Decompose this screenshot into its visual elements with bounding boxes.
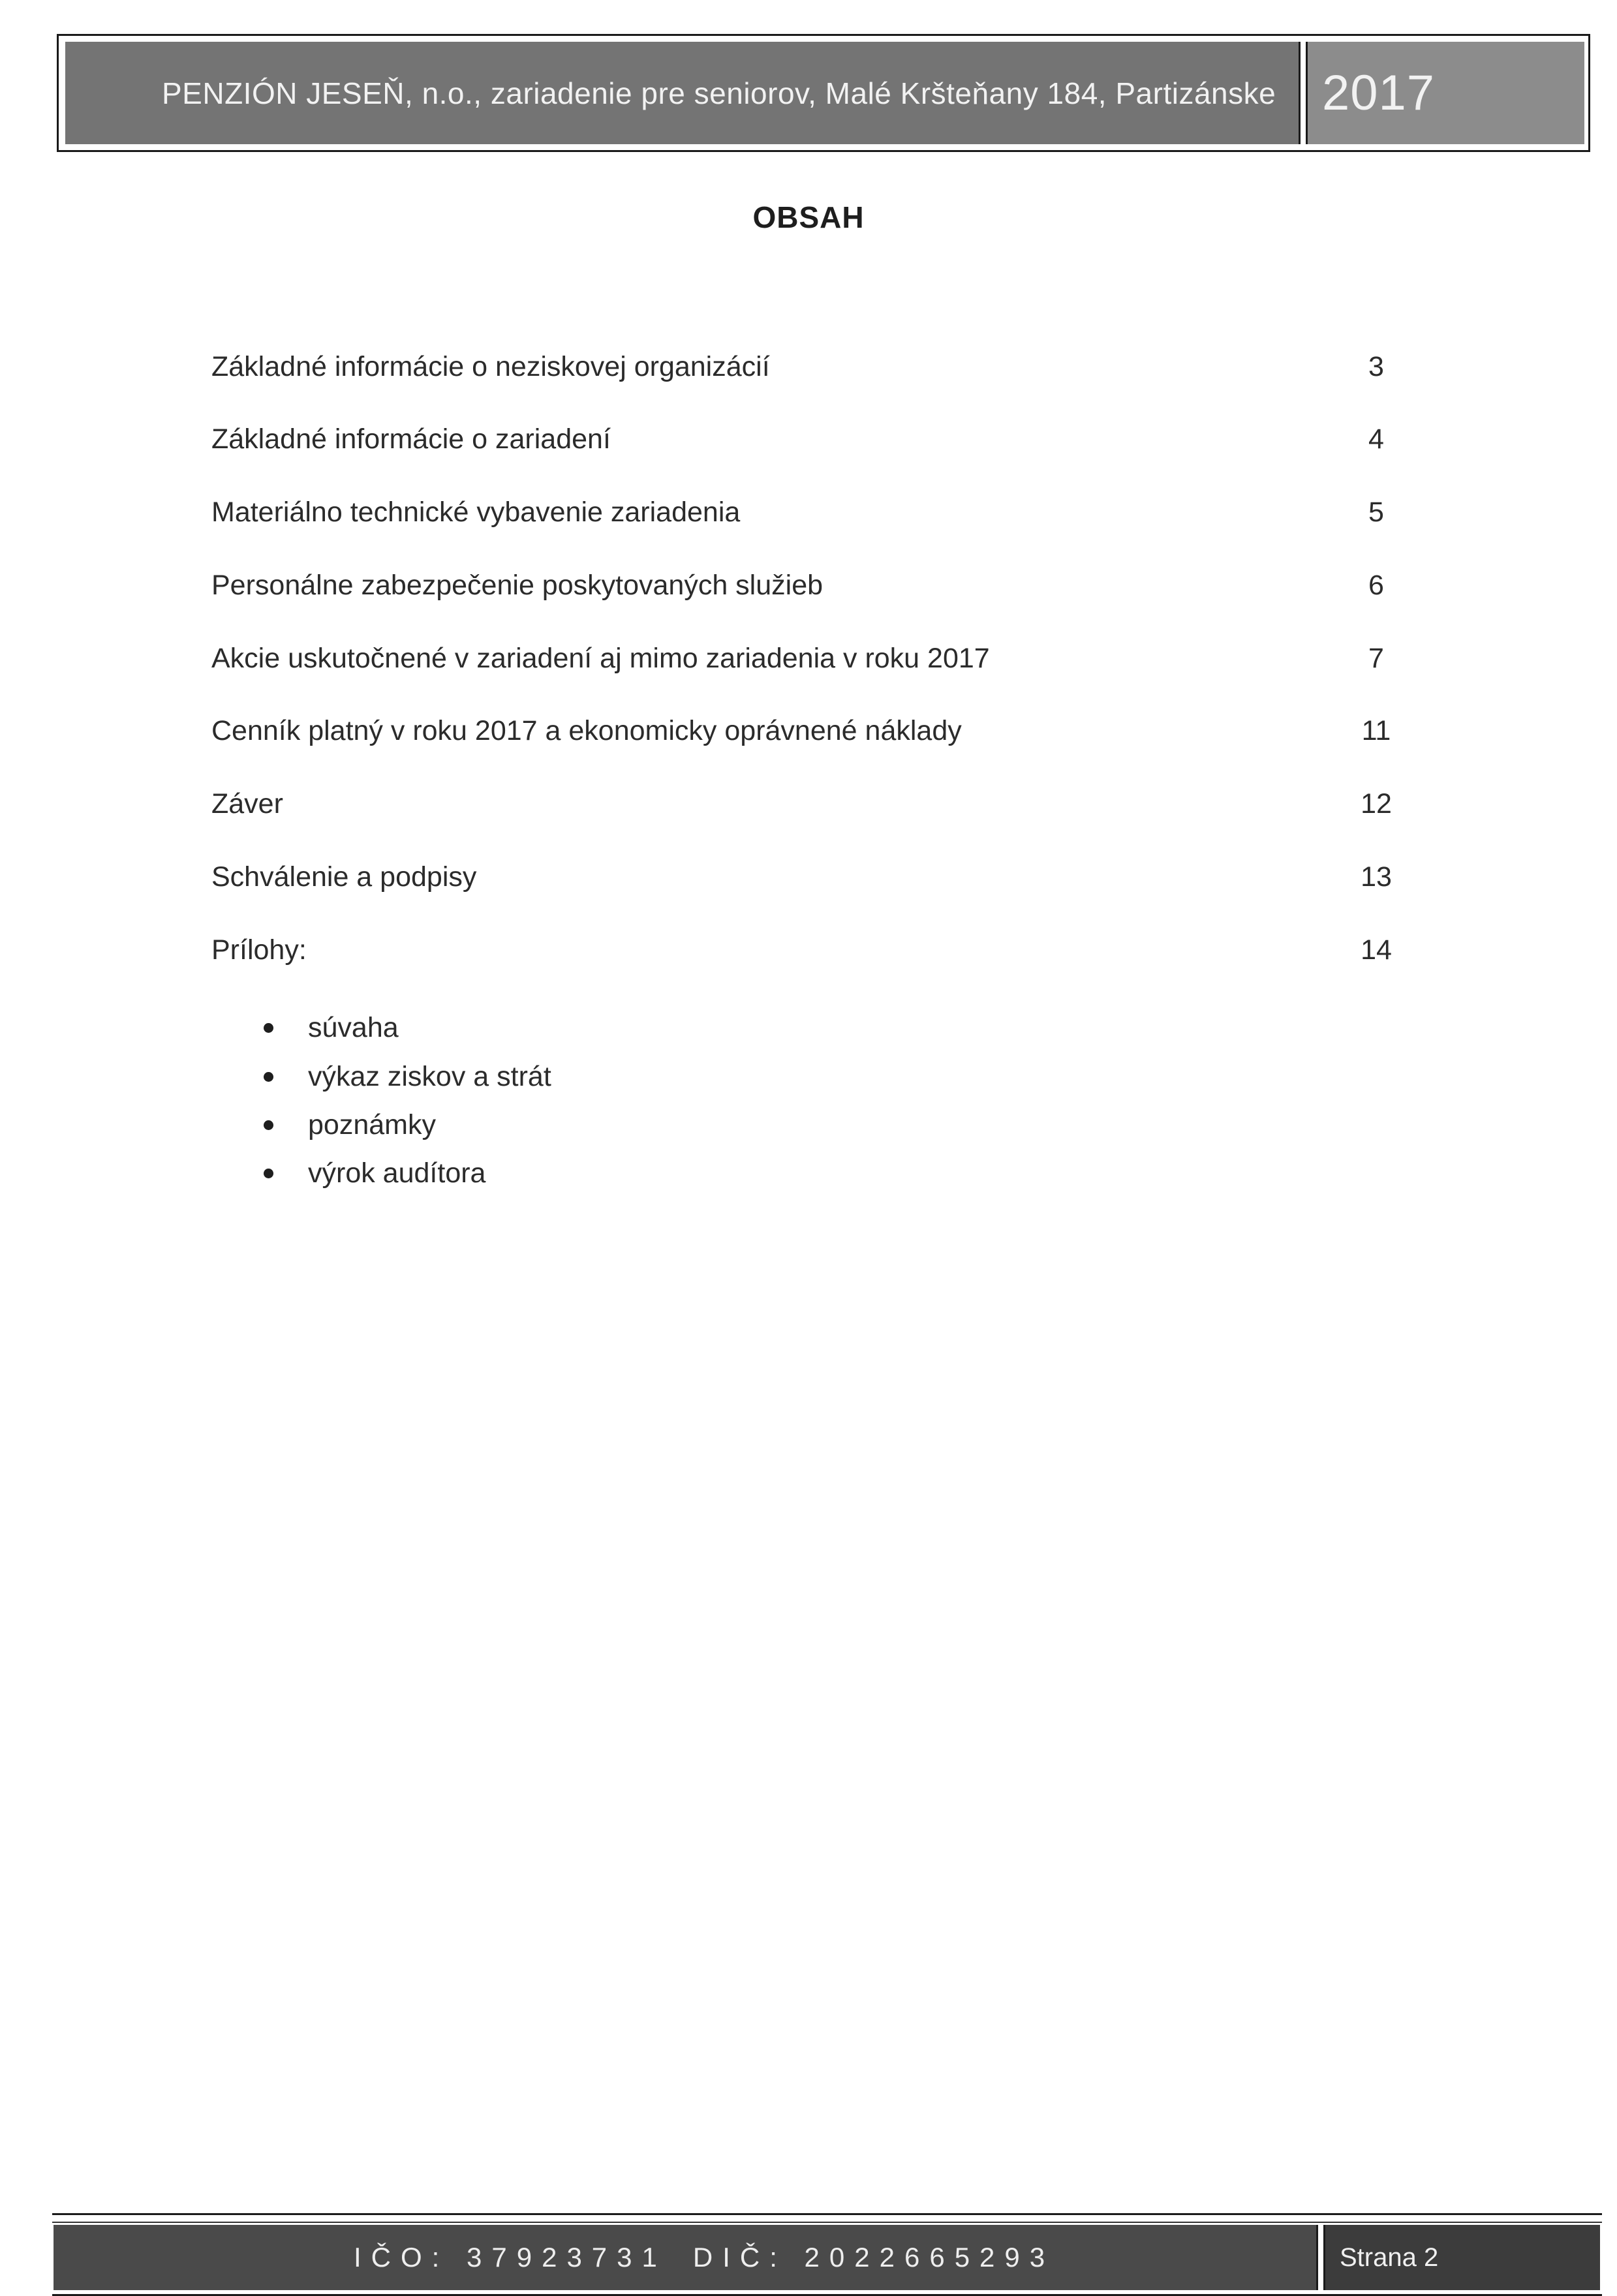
toc-entry-page: 6 — [1368, 569, 1384, 601]
attachment-item — [264, 1157, 485, 1189]
toc-entry — [211, 566, 1406, 605]
toc-entry-page: 11 — [1361, 714, 1391, 746]
toc-entry-label: Akcie uskutočnené v zariadení aj mimo zariadenia v roku 2017 — [211, 642, 990, 674]
footer-dic: DIČ: 2022665293 — [692, 2242, 1055, 2273]
toc-entry-label: Personálne zabezpečenie poskytovaných služieb — [211, 569, 824, 601]
attachment-label: výrok audítora — [308, 1157, 486, 1189]
toc-entry-page: 13 — [1361, 861, 1392, 893]
bullet-icon — [264, 1120, 273, 1130]
header-title-cell — [65, 42, 1299, 144]
header-year-cell — [1308, 42, 1584, 144]
toc-entry — [211, 347, 1406, 386]
toc-entry-label: Schválenie a podpisy — [211, 861, 477, 893]
attachment-label: súvaha — [308, 1011, 399, 1043]
toc-entry — [211, 930, 1406, 970]
toc-entry — [211, 784, 1406, 823]
toc-entry-page: 3 — [1368, 350, 1384, 382]
toc-entry-page: 4 — [1368, 423, 1384, 455]
footer-ico: IČO: 37923731 — [354, 2242, 667, 2273]
toc-entry-label: Základné informácie o neziskovej organizácií — [211, 350, 770, 382]
toc-entry-label: Záver — [211, 788, 283, 819]
toc-entry — [211, 639, 1406, 678]
attachment-item — [264, 1060, 551, 1093]
attachment-label: poznámky — [308, 1109, 436, 1140]
bullet-icon — [264, 1023, 273, 1033]
toc-entry — [211, 857, 1406, 896]
toc-entry — [211, 493, 1406, 532]
footer-rule — [52, 2213, 1602, 2215]
bullet-icon — [264, 1072, 273, 1082]
header-year: 2017 — [1322, 65, 1436, 121]
toc-title: OBSAH — [752, 200, 865, 234]
footer-ids — [54, 2225, 1316, 2290]
page-footer — [54, 2225, 1600, 2290]
attachment-item — [264, 1011, 399, 1044]
header-title: PENZIÓN JESEŇ, n.o., zariadenie pre seniorov, Malé Kršteňany 184, Partizánske — [162, 76, 1276, 110]
toc-entry-label: Materiálno technické vybavenie zariadenia — [211, 496, 741, 528]
attachment-label: výkaz ziskov a strát — [308, 1060, 551, 1092]
toc-entry-label: Cenník platný v roku 2017 a ekonomicky oprávnené náklady — [211, 714, 962, 746]
attachment-item — [264, 1109, 436, 1141]
toc-entry-label: Prílohy: — [211, 934, 307, 966]
footer-page-number: Strana 2 — [1325, 2225, 1600, 2290]
toc-entry-page: 12 — [1361, 788, 1392, 819]
toc-entry-page: 14 — [1361, 934, 1392, 966]
footer-divider — [1316, 2225, 1325, 2290]
toc-entry-page: 7 — [1368, 642, 1384, 674]
toc-entry — [211, 711, 1406, 750]
toc-entry-page: 5 — [1368, 496, 1384, 528]
toc-entry-label: Základné informácie o zariadení — [211, 423, 611, 455]
footer-rule — [52, 2222, 1602, 2223]
bullet-icon — [264, 1169, 273, 1178]
toc-entry — [211, 420, 1406, 459]
page-header — [65, 42, 1584, 144]
header-divider — [1299, 42, 1308, 144]
